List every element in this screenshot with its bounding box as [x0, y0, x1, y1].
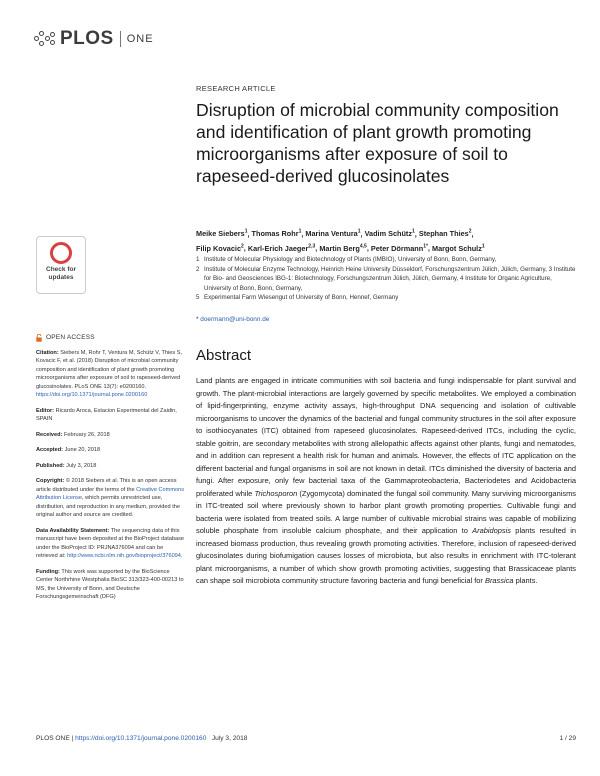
- author[interactable]: Margot Schulz$^1$: [431, 243, 485, 253]
- logo-separator: [120, 31, 121, 47]
- author-list: Meike Siebers$^1$, Thomas Rohr$^1$, Marina Ventura$^1$, Vadim Schütz$^1$, Stephan Thies$^2$, Filip Kovacic$^2$, Karl-Erich Jaeger$^{2,3}$, Martin Berg$^{4,5}$, Peter Dörmann$^{1*}$, Margot Schulz$^1$: [196, 229, 485, 253]
- author[interactable]: Stephan Thies$^2$: [418, 229, 472, 239]
- author[interactable]: Vadim Schütz$^1$: [364, 229, 415, 239]
- check-updates-icon: [50, 242, 72, 264]
- abstract-heading: Abstract: [196, 347, 252, 364]
- author[interactable]: Peter Dörmann$^{1*}$: [370, 243, 428, 253]
- corresponding-email: * doermann@uni-bonn.de: [196, 316, 270, 323]
- plos-dots-icon: [34, 30, 56, 48]
- funding: Funding: This work was supported by the BioScience Center Northrhine Westphalia BioSC 313/323-400-00213 to MS, the University of Bonn, and Deutsche Forschungsgemeinschaft (DFG): [36, 568, 184, 600]
- article-type: RESEARCH ARTICLE: [196, 84, 276, 93]
- plos-one-logo: [34, 28, 154, 50]
- open-access-label: OPEN ACCESS: [36, 334, 186, 343]
- author[interactable]: Filip Kovacic$^2$: [196, 243, 244, 253]
- author[interactable]: Meike Siebers$^1$: [196, 229, 248, 239]
- license-link[interactable]: Creative Commons Attribution License: [36, 486, 184, 501]
- check-for-updates-badge[interactable]: Check for updates: [36, 236, 86, 294]
- editor: Editor: Ricardo Aroca, Estacion Experimental del Zaidin, SPAIN: [36, 407, 177, 422]
- author[interactable]: Thomas Rohr$^1$: [251, 229, 302, 239]
- received-date: Received: February 26, 2018: [36, 431, 110, 438]
- affiliation-item: 2 Institute of Molecular Enzyme Technology, Heinrich Heine University Düsseldorf, Forschungszentrum Jülich, Jülich, Germany, 3 Institute for Bio- and Geosciences IBG-1: Biotechnology, Forschungszentrum Jülich, Jülich, Germany, 4 Institute for Organic Agriculture, University of Bonn, Bonn, Germany,: [196, 265, 576, 292]
- page-number: 1 / 29: [559, 735, 576, 742]
- abstract-body: Land plants are engaged in intricate communities with soil bacteria and fungi indispensable for plant survival and growth. The plant-microbial interactions are largely governed by specific metabolites. We employed a combination of lipid-fingerprinting, enzyme activity assays, high-throughput DNA sequencing and isolation of cultivable microorganisms to uncover the dynamics of the bacterial and fungal community structures in the soil after exposure to isothiocyanates (ITC) obtained from rapeseed glucosinolates. Rapeseed-derived ITCs, including the cyclic, stable goitrin, are secondary metabolites with strong allelopathic affects against other plants, fungi and nematodes, and in addition can represent a health risk for human and animals. However, the effects of ITC application on the different bacterial and fungal organisms in soil are not known in detail. ITCs diminished the diversity of bacteria and fungi. After exposure, only few bacterial taxa of the Gammaproteobacteria, Bacteriodetes and Acidobacteria proliferated while Trichosporon (Zygomycota) dominated the fungal soil community. Many surviving microorganisms in ITC-treated soil where previously shown to harbor plant growth promoting properties. Cultivable fungi and bacteria were isolated from treated soils. A large number of cultivable microbial strains was capable of mobilizing soluble phosphate from insoluble calcium phosphate, and their application to Arabidopsis plants resulted in increased biomass production, thus revealing growth promoting activities. Therefore, inclusion of rapeseed-derived glucosinolates during biofumigation causes losses of microbiota, but also results in enrichment with ITC-tolerant plant microorganisms, a number of which show growth promoting activities, suggesting that Brassicaceae plants can shape soil microbiota community structure favoring bacteria and fungi beneficial for Brassica plants.: [196, 376, 576, 585]
- bioproject-link[interactable]: http://www.ncbi.nlm.nih.gov/bioproject/376094: [67, 553, 181, 559]
- article-title: Disruption of microbial community composition and identification of plant growth promoting microorganisms after exposure of soil to rapeseed-derived glucosinolates: [196, 100, 559, 186]
- author[interactable]: Marina Ventura$^1$: [305, 229, 361, 239]
- affiliations: [196, 255, 576, 303]
- affiliation-item: 5 Experimental Farm Wiesengut of University of Bonn, Hennef, Germany: [196, 294, 399, 302]
- affiliation-item: 1 Institute of Molecular Physiology and Biotechnology of Plants (IMBIO), University of Bonn, Bonn, Germany,: [196, 256, 497, 263]
- copyright: Copyright: © 2018 Siebers et al. This is an open access article distributed under the terms of the Creative Commons Attribution License, which permits unrestricted use, distribution, and reproduction in any medium, provided the original author and source are credited.: [36, 478, 184, 518]
- accepted-date: Accepted: June 20, 2018: [36, 447, 101, 453]
- data-availability: Data Availability Statement: The sequencing data of this manuscript have been deposited at the BioProject database under the BioProject ID: PRJNA376094 and can be retrieved at: http://www.ncbi.nlm.nih.gov/bioproject/376094.: [36, 527, 185, 559]
- page-footer: [36, 735, 576, 742]
- author[interactable]: Martin Berg$^{4,5}$: [319, 243, 367, 253]
- article-info-sidebar: [36, 334, 186, 609]
- footer-citation: PLOS ONE | https://doi.org/10.1371/journal.pone.0200160 July 3, 2018: [36, 735, 248, 742]
- logo-journal: ONE: [126, 33, 154, 45]
- footer-doi-link[interactable]: https://doi.org/10.1371/journal.pone.0200160: [75, 735, 207, 742]
- email-link[interactable]: doermann@uni-bonn.de: [200, 316, 270, 323]
- logo-brand: PLOS: [60, 28, 114, 49]
- citation-doi-link[interactable]: https://doi.org/10.1371/journal.pone.0200160: [36, 392, 148, 398]
- citation: Citation: Siebers M, Rohr T, Ventura M, Schütz V, Thies S, Kovacic F, et al. (2018) Disruption of microbial community composition and identification of plant growth promoting microorganisms after exposure of soil to rapeseed-derived glucosinolates. PLoS ONE 13(7): e0200160. https://doi.org/10.1371/journal.pone.0200160: [36, 349, 183, 398]
- author[interactable]: Karl-Erich Jaeger$^{2,3}$: [247, 243, 316, 253]
- open-lock-icon: [36, 334, 42, 342]
- published-date: Published: July 3, 2018: [36, 462, 97, 469]
